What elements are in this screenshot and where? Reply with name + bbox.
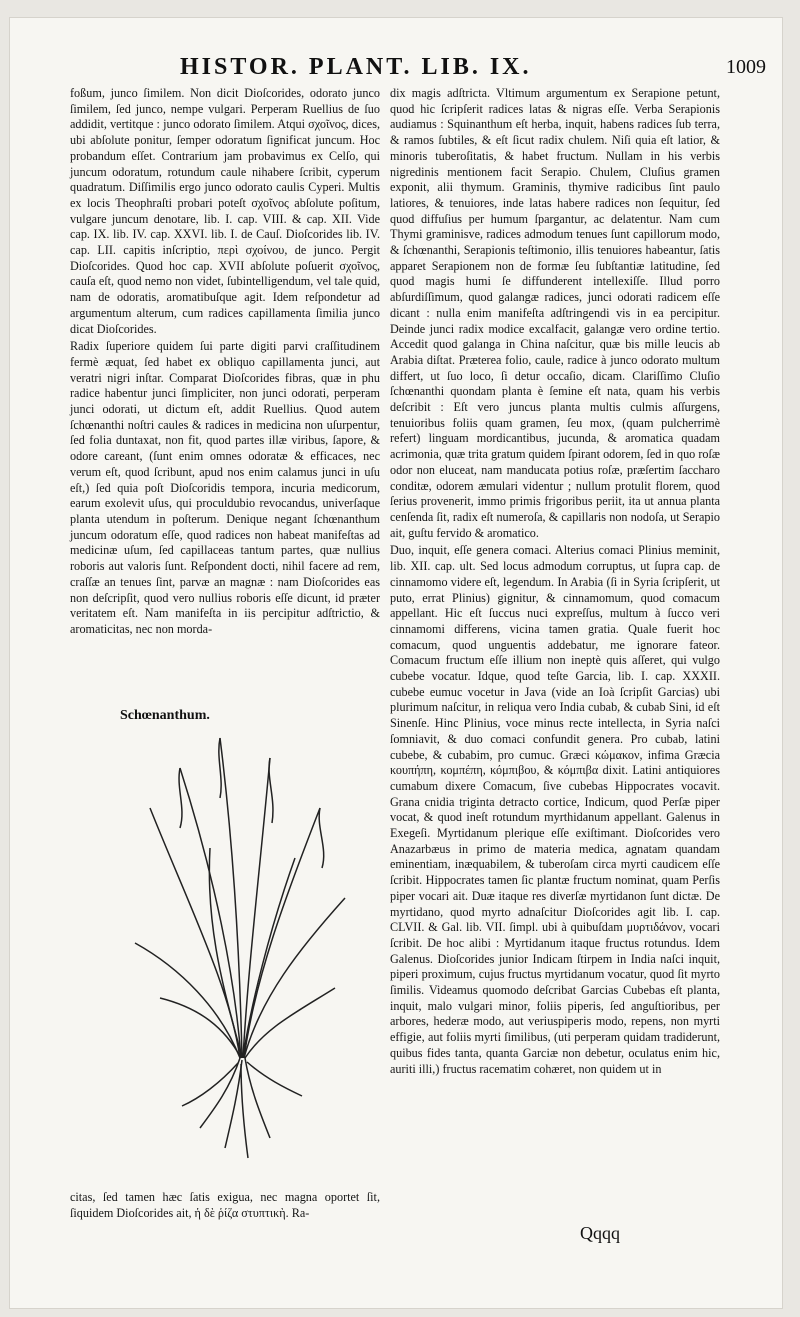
page-number: 1009 xyxy=(726,56,766,78)
figure-caption: Schœnanthum. xyxy=(120,708,210,723)
left-text-column xyxy=(70,86,380,640)
right-text-column xyxy=(390,86,720,1079)
schoenanthum-woodcut-illustration xyxy=(120,728,360,1168)
book-page xyxy=(10,18,782,1308)
right-paragraph: dix magis adſtricta. Vltimum argumentum ex Serapione petunt, quod hic ſcripſerit radices latas & nigras eſſe. Verba Serapionis audiamus : Squinanthum eſt herba, inquit, habens radices ſub terra, & ramos ſubtiles, & eſt ſicut radix chulem. Niſi quia eſt latior, & minoris tuberoſitatis, & habet fructum. Nullam in his verbis nigredinis mentionem facit Serapio. Chulem, Cluſius gramen exponit, alii thymum. Graminis, thymive radicibus ſint paulo latiores, & tenuiores, inde latas habere radices non ſequitur, ſed quod diffuſius per humum ſpargantur, ac delatentur. Nam cum Thymi graminisve, radices admodum tenues ſunt capillorum modo, & ſchœnanthi, Serapionis teſtimonio, illis tenuiores habeantur, ſatis apparet Serapionem non de formæ ſeu ſubſtantiæ latitudine, ſed quod magis humi ſe diffunderent intellexiſſe. Illud porro abſurdiſſimum, quod galangæ radices, junci odorati radicem eſſe dicant : nulla enim manifeſta adſtringendi vis in ea percipitur. Deinde junci radix modice excalfacit, galangæ vero ordine tertio. Accedit quod galanga in China naſcitur, quæ bis mille leucis ab Arabia diſtat. Præterea folio, caule, radice à junco odorato multum differt, ut ſuo loco, ſi detur occaſio, dicam. Clariſſimo Cluſio ſchœnanthi quondam planta è ſemine eſt nata, quam his verbis deſcribit : Eſt vero juncus planta multis culmis aſſurgens, tenuioribus foliis quam gramen, ſeu mox, (quam pulcherrimè refert) linguam mordicantibus, jucunda, & aromatica quadam acrimonia, quæ trita gratum quidem ſpirant odorem, ſed in quo roſæ odor non eluceat, nam manducata potius roſæ, præſertim ſaccharo conditæ, odorem æmulari videntur ; nullum protulit florem, quod ſerius provenerit, immo primis frigoribus periit, ita ut annua planta cenſenda ſit, radix eſt numeroſa, & capillaris non nodoſa, ut Serapio ait, guſtu fervido & aromatico. xyxy=(390,86,720,540)
right-paragraph: Duo, inquit, eſſe genera comaci. Alterius comaci Plinius meminit, lib. XII. cap. ult. Sed locus admodum corruptus, ut ſupra cap. de cinnamomo videre eſt, legendum. In Arabia (ſi in Syria ſcripſerit, ut puto, errat Plinius) gignitur, & cinnamomum, quod comacum appellant. Hic eſt ſuccus nuci expreſſus, multum à ſucco veri cinnamomi differens, vicina tamen gratia. Quale fuerit hoc comacum, quod unguentis addebatur, me ignorare fateor. Comacum fructum eſſe illium non ineptè quis aſſeret, qui vulgo cubebe vocatur. Idque, quod teſte Garcia, lib. I. cap. XXXII. cubebe eumuc vocetur in Java (vide an Ioà ſcripſit Garcias) ubi plurimum naſcitur, in reliqua vero India cubab, & cubab Sini, id eſt Sinenſe. Hinc Plinius, voce minus recte intellecta, in Syria naſci ſomniavit, & duo comaci confundit genera. Pro cubab, latini cubebe, & cubabim, pro cumuc. Græci κώμακον, infima Græcia κουπήπη, κομπέπη, κόμπιβου, & κόμπιβα dixit. Latini antiquiores cumabum dixere Comacum, ſive cubebas Hippocrates vocavit. Grana cnidia triginta detracto cortice, Indicum, quod Perſæ piper vocat, & quod ineſt rotundum myrthidanum appellant. Galenus in Exegeſi. Myrtidanum plerique eſſe exiſtimant. Dioſcorides vero Anazarbæus in primo de materia medica, agnatam quandam eminentiam, inæquabilem, & tuberoſam circa myrti caudicem eſſe ſcribit. Hippocrates tamen ſic plantæ fructum nominat, quam Perſis piper vocari ait. Duæ itaque res diverſæ myrtidanon ſunt dictæ. De myrtidano, quod myrto adnaſcitur Dioſcorides agit lib. I. cap. CLVII. & Gal. lib. VII. ſimpl. ubi à quibuſdam μυρτιδάνον, vocari ſcribit. De hoc alibi : Myrtidanum itaque fructus rotundus. Idem Galenus. Dioſcorides junior Indicam ſtirpem in India naſci inquit, piperi proximum, cujus fructus myrtidanum vocatur, quod ſit myrto ſimilis. Videamus quomodo deſcribat Garcias Cubebas eſt planta, inquit, malo vulgari minor, foliis piperis, ſed anguſtioribus, per arbores, hederæ modo, aut veriuspiperis modo, repens, non myrti effigie, aut foliis myrti ſimilibus, (uti perperam quidam tradiderunt, quibus fides tanta, quanta Garciæ non debetur, oculatus enim hic, auriti illi,) fructus racematim cohæret, non quidem ut in xyxy=(390,543,720,1076)
plant-figure xyxy=(120,708,360,1178)
left-paragraph: Radix ſuperiore quidem ſui parte digiti parvi craſſitudinem fermè æquat, ſed habet ex obliquo capillamenta junci, aut veratri nigri inſtar. Comparat Dioſcorides fibras, quæ in phu radice habentur junci ſimpliciter, non junci odorati, perperam junci odorati, ut dictum eſt, addit Ruellius. Quod autem ſchœnanthi noſtri caules & radices in medicina non uſurpentur, ſed folia duntaxat, non fit, quod partes illæ viribus, ſapore, & odore careant, (ſunt enim omnes odoratæ & efficaces, nec verum eſt, quod ſcribunt, apud nos enim calamus junci in uſu eſt,) ſed quia poſt Dioſcoridis tempora, incuria medicorum, earum exolevit uſus, qui proculdubio revocandus, univerſaque planta utendum in poſterum. Denique negant ſchœnanthum juncum odoratum eſſe, quod radices non habeat manifeſtas ad medicinæ uſum, ſed capillaceas tantum partes, quæ nullius roboris aut valoris ſunt. Reſpondent docti, nihil facere ad rem, craſſæ an tenues ſint, parvæ an magnæ : nam Dioſcorides eas non deſcripſit, quod vero nullius roboris eſſe dicunt, id præter veritatem eſt. Nam manifeſta in iis percipitur adſtrictio, & aromaticitas, nec non morda- xyxy=(70,339,380,636)
signature-mark: Qqqq xyxy=(580,1223,620,1243)
left-column-continuation: citas, ſed tamen hæc ſatis exigua, nec magna oportet ſit, ſiquidem Dioſcorides ait, ἡ δὲ ῥίζα στυπτικὴ. Ra- xyxy=(70,1190,380,1220)
running-title: HISTOR. PLANT. LIB. IX. xyxy=(180,54,532,80)
left-paragraph: foßum, junco ſimilem. Non dicit Dioſcorides, odorato junco ſimilem, ſed junco, nempe vulgari. Perperam Ruellius de ſuo addidit, vertitque : junco odorato ſimilem. Atqui σχοῖνος, dices, ubi abſolute ponitur, ſemper odoratum ſignificat juncum. Hoc probandum eſſet. Contrarium jam probavimus ex Celſo, qui juncum odoratum, rotundum caule nihabere ſcribit, cyperum quadratum. Diſſimilis ergo junco odorato caulis Cyperi. Multis ex locis Theophraſti probari poteſt σχοῖνος abſolute poſitum, vulgare juncum denotare, lib. I. cap. VIII. & cap. XII. Vide cap. IX. lib. IV. cap. XXVI. lib. I. de Cauſ. Dioſcorides lib. IV. cap. LII. capitis inſcriptio, περὶ σχοίνου, de junco. Pergit Dioſcorides. Quod hoc cap. XVII abſolute poſuerit σχοῖνος, cauſa eſt, quod nemo non videt, ſubintelligendum, vel tale quid, nam de odoratis, aromatibuſque agit. Idem reſpondetur ad argumentum alterum, cum radices capillamenta ſimilia junco dicat Dioſcorides. xyxy=(70,86,380,336)
